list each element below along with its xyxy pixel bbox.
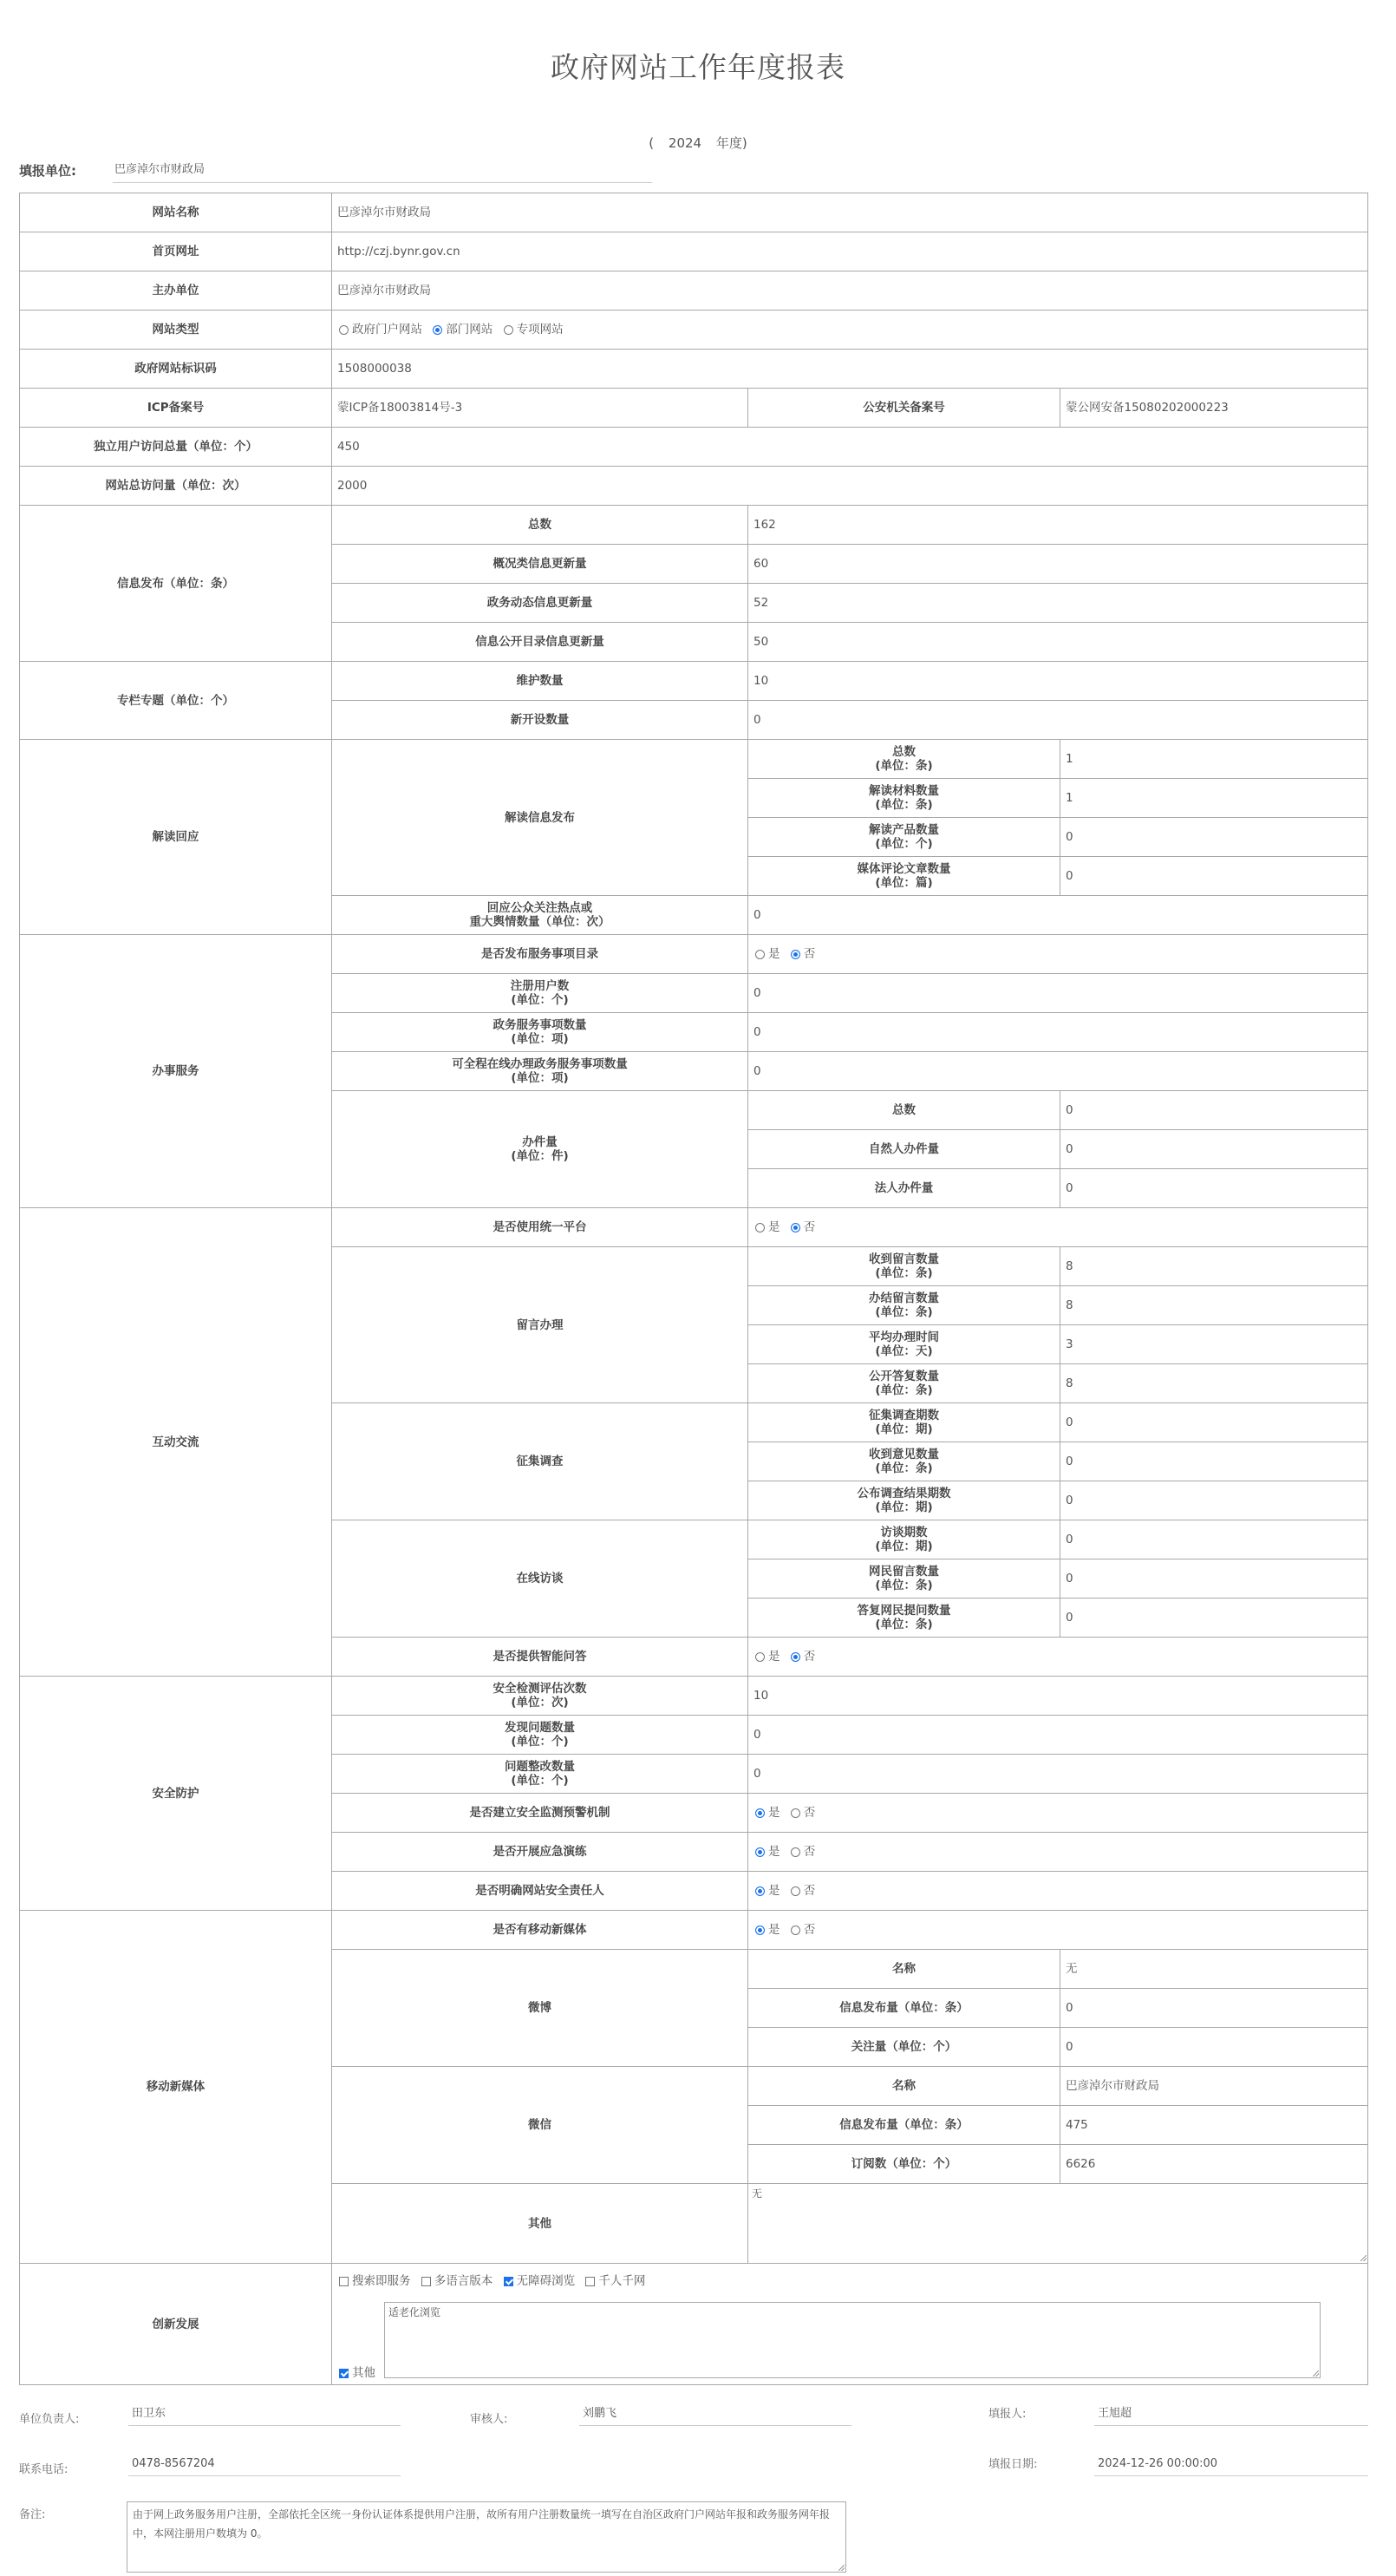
page-title: 政府网站工作年度报表 [551, 50, 845, 84]
interpret-row-field[interactable]: 0 [1060, 857, 1368, 896]
interpret-row-label [748, 740, 1060, 779]
interpret-row-label [748, 857, 1060, 896]
radio-no[interactable] [791, 1808, 800, 1818]
innovation-cell [332, 2264, 1368, 2385]
interact-label: 互动交流 [20, 1208, 332, 1677]
label-unit: (单位：条) [875, 1305, 933, 1319]
site-name-label: 网站名称 [20, 193, 332, 232]
mobile-label: 移动新媒体 [20, 1911, 332, 2264]
pv-label: 网站总访问量（单位：次） [20, 467, 332, 506]
site-type-radio-portal[interactable] [339, 325, 349, 335]
other-media-textarea[interactable]: 无 [748, 2184, 1367, 2262]
option-label: 多语言版本 [434, 2274, 493, 2288]
interview-row-field[interactable]: 0 [1060, 1599, 1368, 1638]
label-unit: (单位：条) [875, 798, 933, 812]
site-type-option-portal: 政府门户网站 [352, 323, 422, 337]
innovation-label: 创新发展 [20, 2264, 332, 2385]
catalog-label: 是否发布服务事项目录 [332, 935, 748, 974]
interview-row-field[interactable]: 0 [1060, 1559, 1368, 1599]
filler-field[interactable]: 王旭超 [1094, 2403, 1368, 2426]
volume-row-label: 法人办件量 [748, 1169, 1060, 1208]
checkbox-search-service[interactable] [339, 2277, 349, 2286]
label-unit: (单位：条) [875, 1461, 933, 1475]
interpret-row-label [748, 818, 1060, 857]
radio-yes[interactable] [755, 1652, 765, 1662]
year-suffix: 年度) [715, 135, 747, 151]
platform-radio-group [748, 1208, 1368, 1247]
monitor-label: 是否建立安全监测预警机制 [332, 1794, 748, 1833]
filler-label: 填报人: [988, 2408, 1027, 2421]
label-unit: (单位：条) [875, 1266, 933, 1280]
platform-label: 是否使用统一平台 [332, 1208, 748, 1247]
radio-no-label: 否 [803, 1806, 816, 1820]
label-unit: (单位：篇) [875, 876, 933, 890]
interview-row-label [748, 1559, 1060, 1599]
checkbox-personalized[interactable] [585, 2277, 595, 2286]
message-row-label [748, 1286, 1060, 1325]
wechat-row-field[interactable]: 475 [1060, 2106, 1368, 2145]
label-line: 答复网民提问数量 [857, 1604, 951, 1618]
volume-row-label: 自然人办件量 [748, 1130, 1060, 1169]
volume-row-label: 总数 [748, 1091, 1060, 1130]
volume-row-field[interactable]: 0 [1060, 1091, 1368, 1130]
label-line: 媒体评论文章数量 [857, 862, 951, 876]
radio-no-label: 否 [803, 1220, 816, 1234]
survey-row-label [748, 1403, 1060, 1442]
duty-radio-group [748, 1872, 1368, 1911]
radio-no[interactable] [791, 1652, 800, 1662]
duty-label: 是否明确网站安全责任人 [332, 1872, 748, 1911]
interpret-sub-label: 解读信息发布 [332, 740, 748, 896]
info-pub-row-label: 信息公开目录信息更新量 [332, 623, 748, 662]
leader-field[interactable]: 田卫东 [128, 2403, 401, 2426]
security-row-label [332, 1677, 748, 1716]
date-label: 填报日期: [988, 2458, 1038, 2471]
remark-label: 备注: [19, 2508, 46, 2521]
label-unit: (单位：期) [875, 1540, 933, 1553]
message-row-field[interactable]: 3 [1060, 1325, 1368, 1364]
survey-row-field[interactable]: 0 [1060, 1442, 1368, 1481]
interview-label: 在线访谈 [332, 1520, 748, 1638]
label-unit: (单位：项) [511, 1071, 569, 1085]
service-label: 办事服务 [20, 935, 332, 1208]
icp-label: ICP备案号 [20, 389, 332, 428]
interpret-label: 解读回应 [20, 740, 332, 935]
message-row-label [748, 1325, 1060, 1364]
security-row-field[interactable]: 0 [748, 1755, 1368, 1794]
option-label: 其他 [352, 2366, 375, 2380]
innovation-other [337, 2366, 375, 2380]
service-row-field[interactable]: 0 [748, 1052, 1368, 1091]
radio-yes[interactable] [755, 1808, 765, 1818]
info-pub-row-field[interactable]: 162 [748, 506, 1368, 545]
radio-yes-label: 是 [768, 1845, 780, 1859]
label-line: 安全检测评估次数 [493, 1682, 587, 1696]
radio-no[interactable] [791, 1847, 800, 1857]
respond-label [332, 896, 748, 935]
label-line: 问题整改数量 [505, 1760, 575, 1774]
label-unit: (单位：期) [875, 1422, 933, 1436]
drill-radio-group [748, 1833, 1368, 1872]
label-line: 政务服务事项数量 [493, 1018, 587, 1032]
home-url-field[interactable]: http://czj.bynr.gov.cn [332, 232, 1368, 271]
message-row-field[interactable]: 8 [1060, 1286, 1368, 1325]
respond-field[interactable]: 0 [748, 896, 1368, 935]
interpret-row-field[interactable]: 1 [1060, 779, 1368, 818]
radio-no-label: 否 [803, 1650, 816, 1664]
interview-row-label [748, 1520, 1060, 1559]
radio-yes[interactable] [755, 1847, 765, 1857]
radio-yes-label: 是 [768, 1650, 780, 1664]
security-row-label [332, 1716, 748, 1755]
label-unit: (单位：个) [511, 1774, 569, 1788]
radio-no-label: 否 [803, 1884, 816, 1898]
label-unit: 重大舆情数量（单位：次） [469, 915, 610, 929]
wechat-row-label: 名称 [748, 2067, 1060, 2106]
other-media-cell [748, 2184, 1368, 2264]
label-line: 公开答复数量 [869, 1370, 939, 1383]
label-line: 公布调查结果期数 [857, 1487, 951, 1500]
service-row-label [332, 1013, 748, 1052]
radio-no[interactable] [791, 1925, 800, 1935]
home-url-label: 首页网址 [20, 232, 332, 271]
police-label: 公安机关备案号 [748, 389, 1060, 428]
weibo-row-label: 名称 [748, 1950, 1060, 1989]
wechat-row-field[interactable]: 6626 [1060, 2145, 1368, 2184]
option-label: 无障碍浏览 [516, 2274, 576, 2288]
message-row-field[interactable]: 8 [1060, 1247, 1368, 1286]
survey-label: 征集调查 [332, 1403, 748, 1520]
phone-label: 联系电话: [19, 2463, 68, 2476]
uv-label: 独立用户访问总量（单位：个） [20, 428, 332, 467]
survey-row-label [748, 1481, 1060, 1520]
message-row-field[interactable]: 8 [1060, 1364, 1368, 1403]
volume-label [332, 1091, 748, 1208]
wechat-row-label: 订阅数（单位：个） [748, 2145, 1060, 2184]
drill-label: 是否开展应急演练 [332, 1833, 748, 1872]
column-label: 专栏专题（单位：个） [20, 662, 332, 740]
label-line: 收到意见数量 [869, 1448, 939, 1461]
pv-field[interactable]: 2000 [332, 467, 1368, 506]
message-row-label [748, 1364, 1060, 1403]
label-line: 回应公众关注热点或 [486, 901, 593, 915]
label-line: 发现问题数量 [505, 1721, 575, 1735]
label-unit: (单位：次) [511, 1696, 569, 1710]
sponsor-field[interactable]: 巴彦淖尔市财政局 [332, 271, 1368, 311]
label-unit: (单位：条) [875, 1383, 933, 1397]
monitor-radio-group [748, 1794, 1368, 1833]
mobile-has-radio-group [748, 1911, 1368, 1950]
site-type-radio-special[interactable] [504, 325, 513, 335]
label-unit: (单位：条) [875, 1618, 933, 1631]
interview-row-field[interactable]: 0 [1060, 1520, 1368, 1559]
label-unit: (单位：条) [875, 1579, 933, 1592]
year-value: 2024 [668, 135, 702, 151]
label-line: 办结留言数量 [869, 1291, 939, 1305]
sponsor-label: 主办单位 [20, 271, 332, 311]
radio-no-label: 否 [803, 1845, 816, 1859]
weibo-row-label: 关注量（单位：个） [748, 2028, 1060, 2067]
service-row-field[interactable]: 0 [748, 1013, 1368, 1052]
remark-textarea[interactable]: 由于网上政务服务用户注册，全部依托全区统一身份认证体系提供用户注册，故所有用户注册数量统一填写在自治区政府门户网站年报和政务服务网年报中，本网注册用户数填为 0。 [127, 2501, 846, 2573]
leader-label: 单位负责人: [19, 2413, 80, 2426]
weibo-row-field[interactable]: 0 [1060, 2028, 1368, 2067]
smart-qa-label: 是否提供智能问答 [332, 1638, 748, 1677]
label-line: 收到留言数量 [869, 1252, 939, 1266]
wechat-row-field[interactable]: 巴彦淖尔市财政局 [1060, 2067, 1368, 2106]
info-pub-label: 信息发布（单位：条） [20, 506, 332, 662]
label-unit: (单位：条) [875, 759, 933, 773]
survey-row-label [748, 1442, 1060, 1481]
volume-row-field[interactable]: 0 [1060, 1169, 1368, 1208]
interpret-row-field[interactable]: 1 [1060, 740, 1368, 779]
radio-no-label: 否 [803, 1923, 816, 1937]
radio-yes-label: 是 [768, 1884, 780, 1898]
site-type-radio-group [332, 311, 1368, 350]
label-line: 解读产品数量 [869, 823, 939, 837]
fill-unit-label: 填报单位: [19, 163, 76, 179]
radio-yes-label: 是 [768, 947, 780, 961]
radio-no[interactable] [791, 1886, 800, 1896]
innovation-options [337, 2274, 650, 2288]
phone-field[interactable]: 0478-8567204 [128, 2453, 401, 2476]
radio-yes-label: 是 [768, 1806, 780, 1820]
checkbox-multilang[interactable] [421, 2277, 431, 2286]
innovation-other-textarea[interactable]: 适老化浏览 [384, 2302, 1321, 2378]
column-row-field[interactable]: 10 [748, 662, 1368, 701]
info-pub-row-label: 概况类信息更新量 [332, 545, 748, 584]
info-pub-row-field[interactable]: 52 [748, 584, 1368, 623]
column-row-label: 新开设数量 [332, 701, 748, 740]
service-row-label [332, 974, 748, 1013]
catalog-radio-group [748, 935, 1368, 974]
interview-row-label [748, 1599, 1060, 1638]
label-unit: (单位：个) [511, 993, 569, 1007]
security-row-field[interactable]: 0 [748, 1716, 1368, 1755]
label-line: 征集调查期数 [869, 1409, 939, 1422]
service-row-label [332, 1052, 748, 1091]
weibo-row-label: 信息发布量（单位：条） [748, 1989, 1060, 2028]
reviewer-label: 审核人: [470, 2413, 508, 2426]
radio-yes-label: 是 [768, 1923, 780, 1937]
site-type-option-special: 专项网站 [516, 323, 564, 337]
site-type-label: 网站类型 [20, 311, 332, 350]
uv-field[interactable]: 450 [332, 428, 1368, 467]
info-pub-row-field[interactable]: 50 [748, 623, 1368, 662]
column-row-field[interactable]: 0 [748, 701, 1368, 740]
volume-row-field[interactable]: 0 [1060, 1130, 1368, 1169]
label-line: 总数 [892, 745, 916, 759]
option-label: 搜索即服务 [352, 2274, 411, 2288]
message-label: 留言办理 [332, 1247, 748, 1403]
year-open: ( [649, 135, 655, 151]
site-type-radio-department[interactable] [433, 325, 442, 335]
info-pub-row-label: 政务动态信息更新量 [332, 584, 748, 623]
label-unit: (单位：项) [511, 1032, 569, 1046]
checkbox-accessibility[interactable] [504, 2277, 513, 2286]
report-table [19, 193, 1368, 2385]
service-row-field[interactable]: 0 [748, 974, 1368, 1013]
radio-yes[interactable] [755, 950, 765, 959]
icp-field[interactable]: 蒙ICP备18003814号-3 [332, 389, 748, 428]
security-row-field[interactable]: 10 [748, 1677, 1368, 1716]
survey-row-field[interactable]: 0 [1060, 1403, 1368, 1442]
label-line: 网民留言数量 [869, 1565, 939, 1579]
site-id-field[interactable]: 1508000038 [332, 350, 1368, 389]
column-row-label: 维护数量 [332, 662, 748, 701]
radio-no-label: 否 [803, 947, 816, 961]
mobile-has-label: 是否有移动新媒体 [332, 1911, 748, 1950]
label-line: 注册用户数 [510, 979, 570, 993]
label-line: 办件量 [522, 1135, 558, 1149]
label-unit: (单位：期) [875, 1500, 933, 1514]
weibo-row-field[interactable]: 无 [1060, 1950, 1368, 1989]
radio-yes[interactable] [755, 1886, 765, 1896]
radio-yes-label: 是 [768, 1220, 780, 1234]
option-label: 千人千网 [598, 2274, 646, 2288]
security-row-label [332, 1755, 748, 1794]
site-id-label: 政府网站标识码 [20, 350, 332, 389]
label-unit: (单位：个) [511, 1735, 569, 1749]
radio-no[interactable] [791, 950, 800, 959]
smart-qa-radio-group [748, 1638, 1368, 1677]
survey-row-field[interactable]: 0 [1060, 1481, 1368, 1520]
label-unit: (单位：个) [875, 837, 933, 851]
site-name-field[interactable]: 巴彦淖尔市财政局 [332, 193, 1368, 232]
checkbox-other[interactable] [339, 2369, 349, 2378]
security-label: 安全防护 [20, 1677, 332, 1911]
label-line: 可全程在线办理政务服务事项数量 [452, 1057, 628, 1071]
info-pub-row-label: 总数 [332, 506, 748, 545]
police-field[interactable]: 蒙公网安备15080202000223 [1060, 389, 1368, 428]
label-unit: (单位：天) [875, 1344, 933, 1358]
report-year [0, 134, 1396, 152]
radio-yes[interactable] [755, 1223, 765, 1232]
label-unit: (单位：件) [511, 1149, 569, 1163]
label-line: 解读材料数量 [869, 784, 939, 798]
weibo-row-field[interactable]: 0 [1060, 1989, 1368, 2028]
interpret-row-label [748, 779, 1060, 818]
date-field[interactable]: 2024-12-26 00:00:00 [1094, 2453, 1368, 2476]
fill-unit-field[interactable]: 巴彦淖尔市财政局 [113, 158, 652, 183]
wechat-row-label: 信息发布量（单位：条） [748, 2106, 1060, 2145]
reviewer-field[interactable]: 刘鹏飞 [579, 2403, 851, 2426]
label-line: 平均办理时间 [869, 1330, 939, 1344]
label-line: 访谈期数 [880, 1526, 928, 1540]
message-row-label [748, 1247, 1060, 1286]
weibo-label: 微博 [332, 1950, 748, 2067]
wechat-label: 微信 [332, 2067, 748, 2184]
other-media-label: 其他 [332, 2184, 748, 2264]
info-pub-row-field[interactable]: 60 [748, 545, 1368, 584]
radio-yes[interactable] [755, 1925, 765, 1935]
site-type-option-department: 部门网站 [446, 323, 493, 337]
interpret-row-field[interactable]: 0 [1060, 818, 1368, 857]
radio-no[interactable] [791, 1223, 800, 1232]
